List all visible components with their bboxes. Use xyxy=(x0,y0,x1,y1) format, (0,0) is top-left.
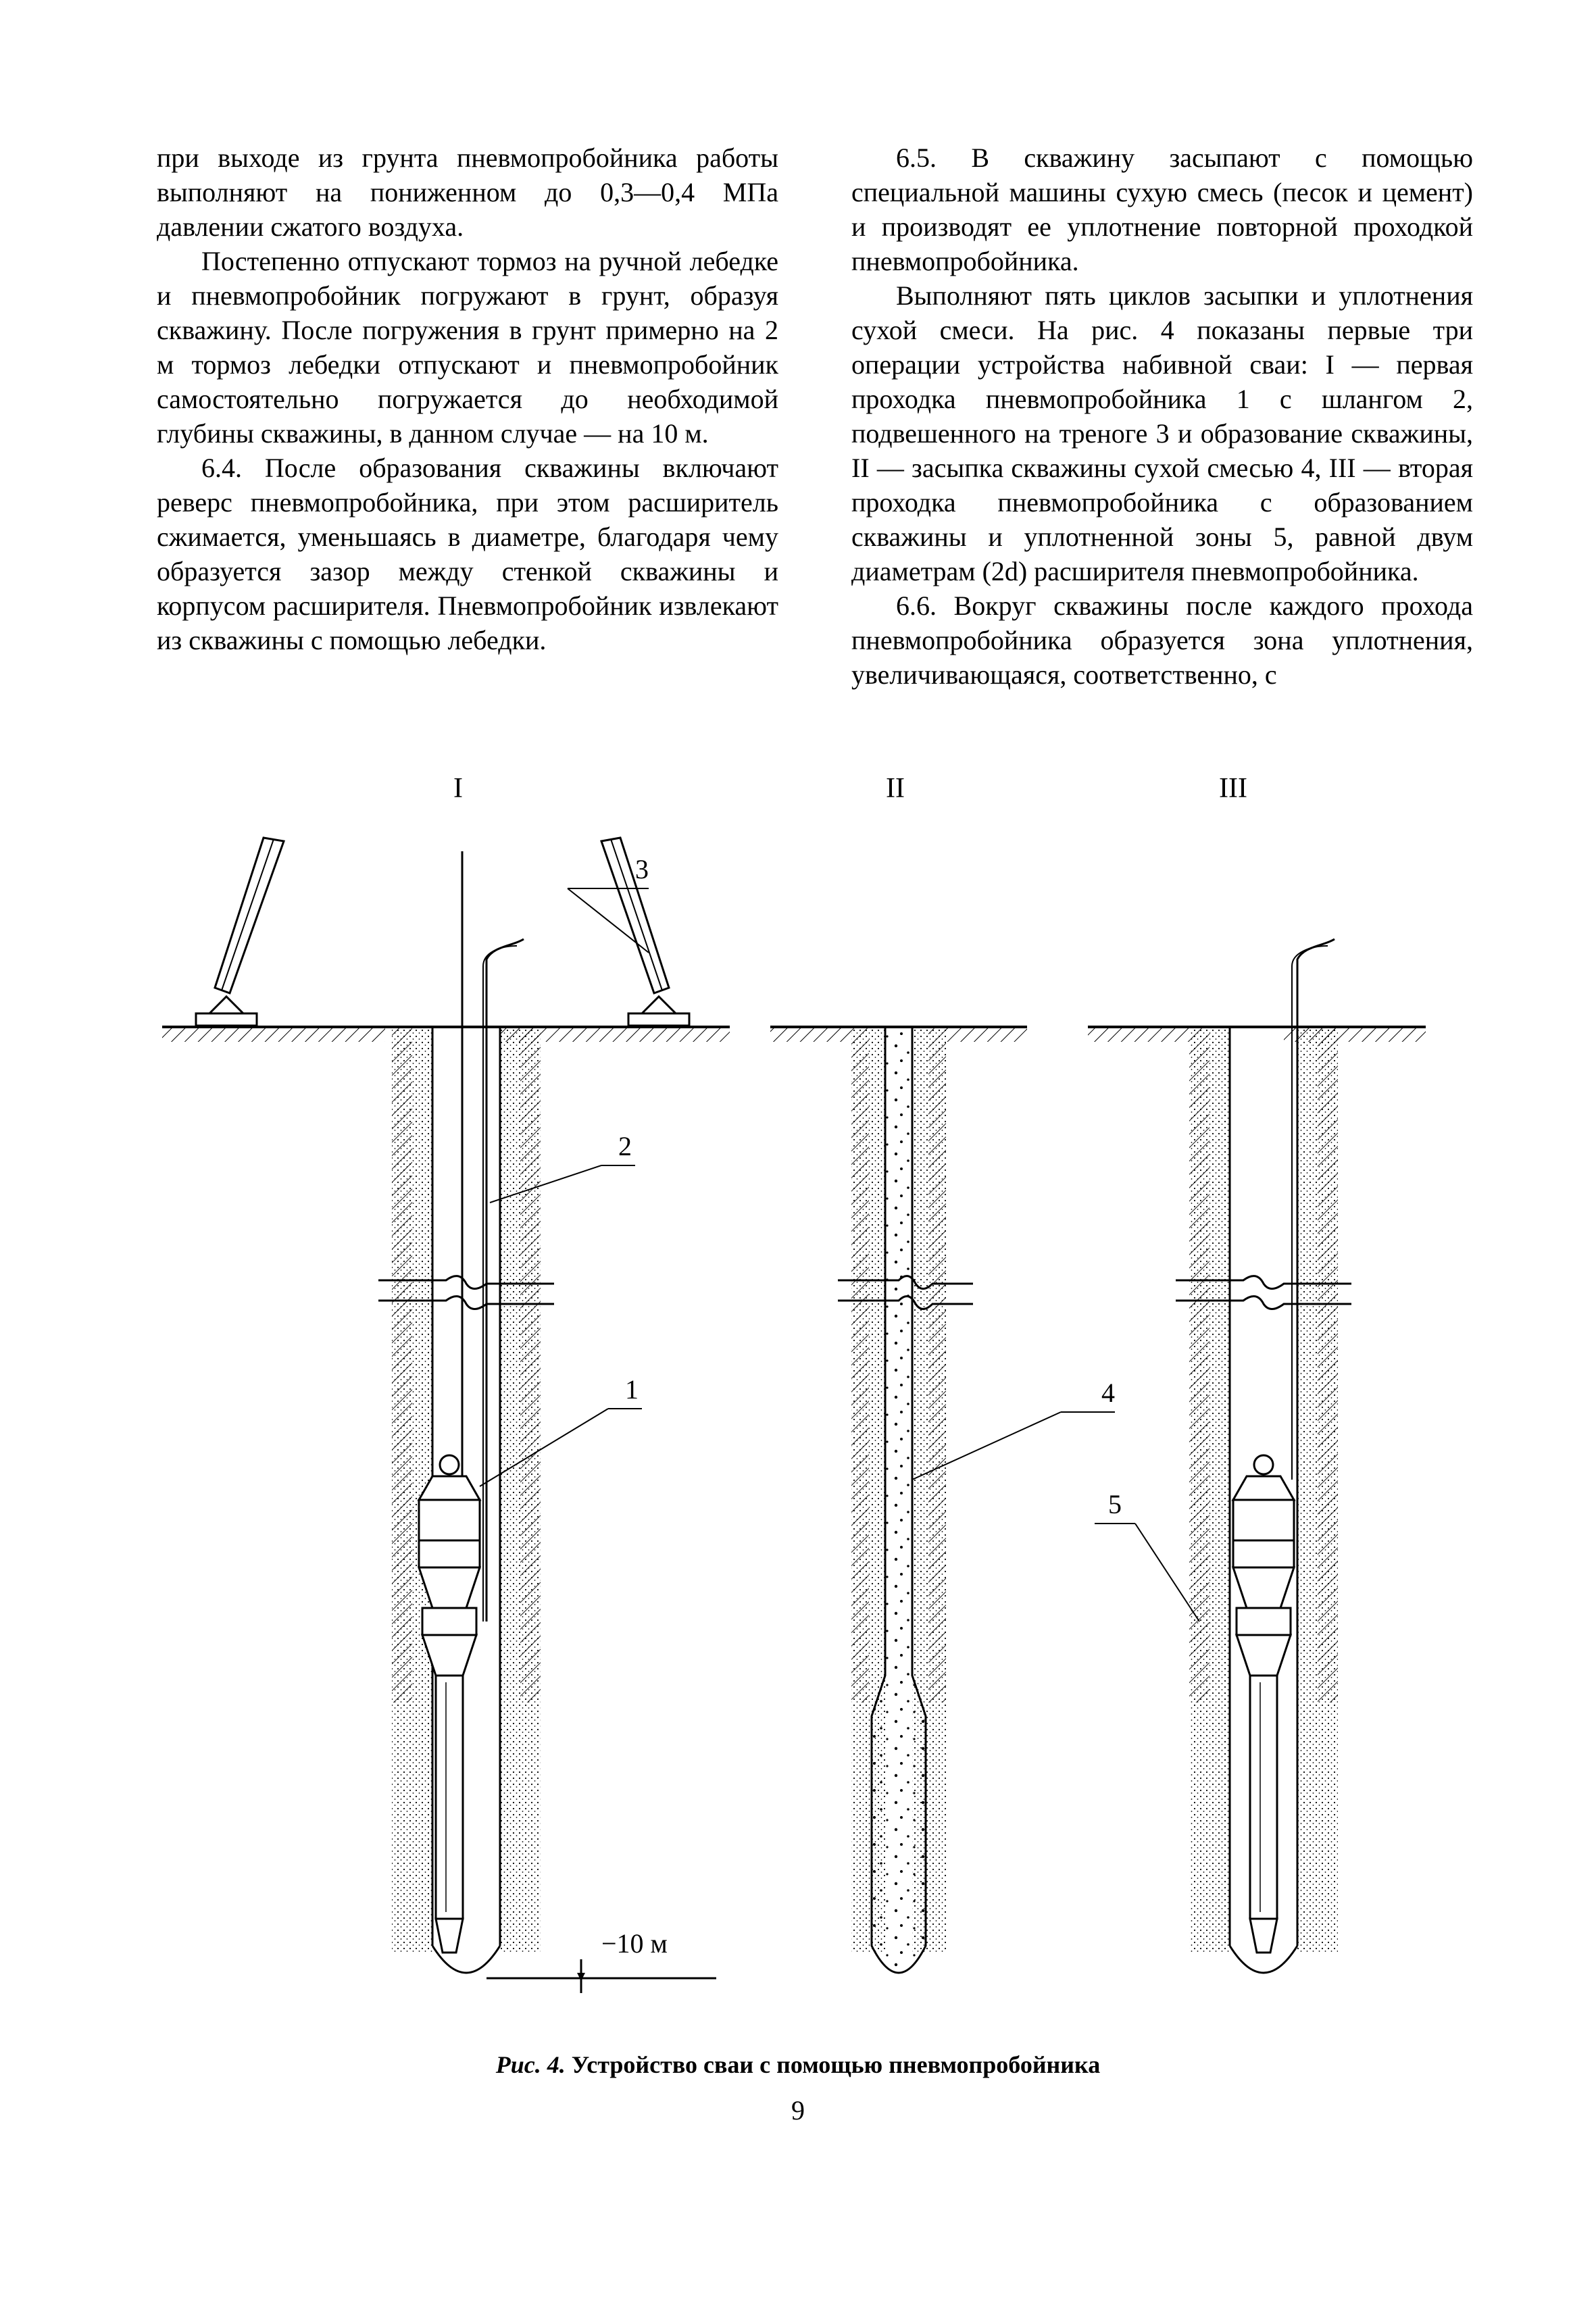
paragraph: 6.5. В скважину засыпают с помощью специальной машины сухую смесь (песок и цемент) и производят ее уплотнение повторной проходкой пневмопробойника. xyxy=(851,143,1473,276)
caption-prefix: Рис. 4. xyxy=(495,2051,566,2078)
stage-2-drawing xyxy=(770,1027,1115,1973)
paragraph: Выполняют пять циклов засыпки и уплотнения сухой смеси. На рис. 4 показаны первые три операции устройства набивной сваи: I — первая проходка пневмопробойника 1 с шлангом 2, подвешенного на треноге 3 и образование скважины, II — засыпка скважины сухой смесью 4, III — вторая проходка пневмопробойника с образованием скважины и уплотненной зоны 5, равной двум диаметрам (2d) расширителя пневмопробойника. xyxy=(851,280,1473,586)
paragraph: при выходе из грунта пневмопробойника работы выполняют на пониженном до 0,3—0,4 МПа давлении сжатого воздуха. xyxy=(157,143,778,242)
left-text-column xyxy=(157,141,778,657)
paragraph: 6.4. После образования скважины включают реверс пневмопробойника, при этом расширитель сжимается, уменьшаясь в диаметре, благодаря чему образуется зазор между стенкой скважины и корпусом расширителя. Пневмопробойник извлекают из скважины с помощью лебедки. xyxy=(157,453,778,655)
stage-label-3: III xyxy=(1219,773,1247,804)
callout-4: 4 xyxy=(1101,1378,1115,1408)
stage-1-drawing xyxy=(162,838,730,1993)
callout-2: 2 xyxy=(618,1131,632,1161)
paragraph: Постепенно отпускают тормоз на ручной лебедке и пневмопробойник погружают в грунт, образуя скважину. После погружения в грунт примерно на 2 м тормоз лебедки отпускают и пневмопробойник самостоятельно погружается до необходимой глубины скважины, в данном случае — на 10 м. xyxy=(157,246,778,449)
paragraph: 6.6. Вокруг скважины после каждого прохода пневмопробойника образуется зона уплотнения, увеличивающаяся, соответственно, с xyxy=(851,590,1473,690)
caption-text: Устройство сваи с помощью пневмопробойника xyxy=(565,2051,1101,2078)
right-text-column xyxy=(851,141,1473,692)
stage-3-drawing xyxy=(1088,939,1426,1973)
callout-3: 3 xyxy=(635,854,649,884)
depth-label: −10 м xyxy=(601,1928,668,1959)
callout-5: 5 xyxy=(1108,1489,1122,1519)
page-number: 9 xyxy=(791,2095,805,2126)
stage-label-1: I xyxy=(453,773,463,804)
pile-installation-figure xyxy=(135,743,1473,2027)
figure-caption xyxy=(0,2051,1596,2079)
callout-1: 1 xyxy=(625,1374,639,1405)
stage-label-2: II xyxy=(886,773,905,804)
figure-drawing xyxy=(135,743,1473,2027)
